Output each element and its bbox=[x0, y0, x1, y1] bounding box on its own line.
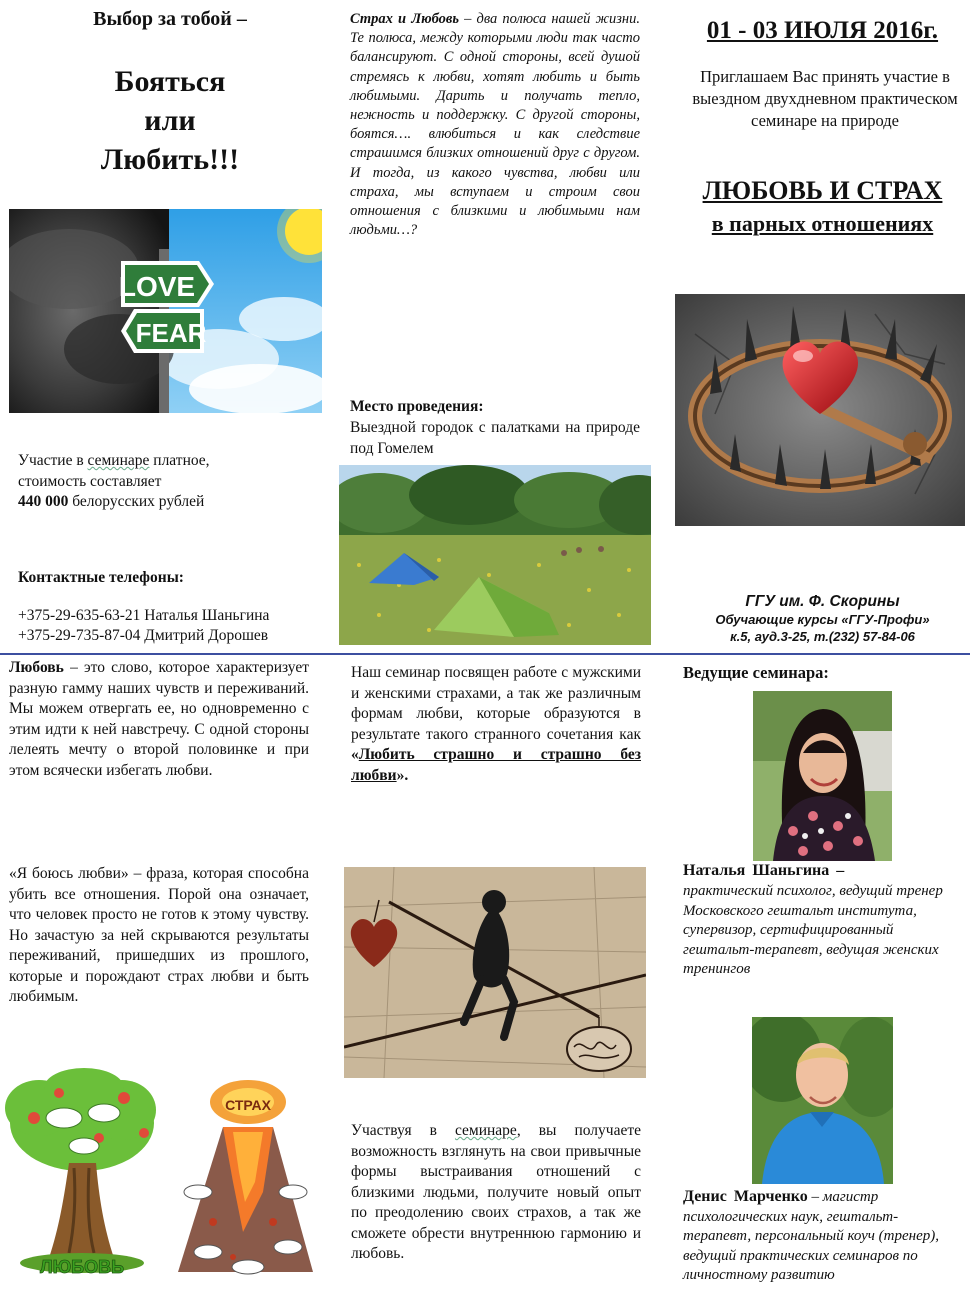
quote-open: « bbox=[351, 746, 359, 763]
contact-phone-1: +375-29-635-63-21 Наталья Шаньгина bbox=[18, 607, 270, 624]
leaders-heading: Ведущие семинара: bbox=[683, 663, 829, 682]
leader2-desc-first: магистр bbox=[822, 1189, 879, 1205]
heart-trap-image bbox=[675, 294, 965, 526]
contacts-title: Контактные телефоны: bbox=[18, 569, 184, 586]
fear-volcano-illustration bbox=[163, 1072, 323, 1284]
intro-text: – два полюса нашей жизни. Те полюса, между которыми люди так часто балансируют. С одной стороны, всей душой стремясь к любви, хотят любить и быть любимыми. Дарить и получать тепло, нежность и поддержку. С другой стороны, боятся…. влюбиться и как следствие страшимся близких отношений друг с другом. И тогда, из какого чувства, любви или страха, мы вступаем и строим свои отношения с близкими и любимыми нам людьми…? bbox=[350, 11, 641, 239]
fee-prefix: Участие в bbox=[18, 452, 88, 469]
org-address: к.5, ауд.3-25, т.(232) 57-84-06 bbox=[730, 629, 915, 644]
seminar-text: Наш семинар посвящен работе с мужскими и женскими страхами, а так же различным формам любви, которые образуются в результате такого странного сочетания как bbox=[351, 664, 641, 743]
intro-paragraph bbox=[350, 10, 640, 240]
invitation-text: Приглашаем Вас принять участие в выездном двухдневном практическом семинаре на природе bbox=[692, 67, 958, 130]
page-divider bbox=[0, 653, 970, 655]
seminar-title: ЛЮБОВЬ И СТРАХ bbox=[702, 176, 943, 205]
leader2-name: Денис Марченко bbox=[683, 1188, 808, 1205]
love-text: – это слово, которое характеризует разную гамму наших чувств и переживаний. Мы можем отвергать ее, но одновременно с этим идти к ней навстречу. С одной стороны лелеять мечту о второй половинке и при этом всячески избегать любви. bbox=[9, 659, 309, 779]
fear-paragraph: «Я боюсь любви» – фраза, которая способна убить все отношения. Порой она означает, что человек просто не готов к этому чувству. Но зачастую за ней скрываются результаты переживаний, пришедших из прошлого, которые и порождают страх любви и быть любимым. bbox=[9, 865, 309, 1005]
fee-suffix: платное, стоимость составляет bbox=[18, 452, 210, 490]
leader2-dash: – bbox=[807, 1189, 823, 1205]
leader2-block bbox=[683, 1187, 958, 1286]
org-courses: Обучающие курсы «ГГУ-Профи» bbox=[715, 612, 930, 627]
leader1-description: практический психолог, ведущий тренер Московского гештальт института, супервизор, сертифицированный гештальт-терапевт, ведущая женских тренингов bbox=[683, 883, 943, 977]
tightrope-heart-brain-illustration bbox=[344, 867, 646, 1078]
leader1-name: Наталья Шаньгина – bbox=[683, 862, 845, 879]
fee-info bbox=[18, 451, 278, 513]
love-fear-signpost-image bbox=[9, 209, 322, 413]
tents-meadow-photo bbox=[339, 465, 651, 645]
tree-label: ЛЮБОВЬ bbox=[39, 1257, 125, 1277]
fee-amount: 440 000 bbox=[18, 493, 69, 510]
seminar-subtitle: в парных отношениях bbox=[711, 211, 934, 236]
main-title-line3: Любить!!! bbox=[100, 143, 240, 176]
leader2-photo bbox=[752, 1017, 893, 1184]
contact-phone-2: +375-29-735-87-04 Дмитрий Дорошев bbox=[18, 627, 269, 644]
org-name: ГГУ им. Ф. Скорины bbox=[745, 593, 900, 610]
participate-text: , вы получаете возможность взглянуть на свои привычные формы выстраивания отношений с близкими людьми, получите новый опыт по преодолению своих страхов, а так же сможете обрести внутреннюю гармонию и любовь. bbox=[351, 1122, 641, 1262]
sign-love-label: LOVE bbox=[118, 271, 196, 302]
participation-paragraph bbox=[351, 1121, 641, 1265]
seminar-description bbox=[351, 663, 641, 786]
sign-fear-label: FEAR bbox=[135, 318, 207, 348]
leader2-description: психологических наук, гештальт-терапевт, персональный коуч (тренер), ведущий практических семинаров по личностному развитию bbox=[683, 1208, 940, 1283]
intro-bold: Страх и Любовь bbox=[350, 11, 459, 27]
love-tree-illustration bbox=[4, 1068, 160, 1283]
participate-seminar-word: семинаре bbox=[454, 1122, 517, 1139]
seminar-quote: Любить страшно и страшно без любви bbox=[351, 746, 641, 784]
love-paragraph bbox=[9, 658, 309, 781]
fee-seminar-word: семинаре bbox=[87, 452, 150, 469]
participate-prefix: Участвуя в bbox=[351, 1122, 455, 1139]
choice-heading: Выбор за тобой – bbox=[93, 8, 247, 30]
quote-close: ». bbox=[396, 766, 409, 784]
main-title-line1: Бояться bbox=[114, 65, 226, 98]
venue-title: Место проведения: bbox=[350, 398, 484, 415]
main-title bbox=[20, 62, 320, 179]
leader1-photo bbox=[753, 691, 892, 861]
venue-text: Выездной городок с палатками на природе под Гомелем bbox=[350, 419, 640, 457]
event-date: 01 - 03 ИЮЛЯ 2016г. bbox=[706, 17, 939, 44]
love-bold: Любовь bbox=[9, 659, 64, 676]
fee-currency: белорусских рублей bbox=[68, 493, 205, 510]
main-title-line2: или bbox=[144, 104, 196, 137]
volcano-label: СТРАХ bbox=[225, 1097, 271, 1113]
